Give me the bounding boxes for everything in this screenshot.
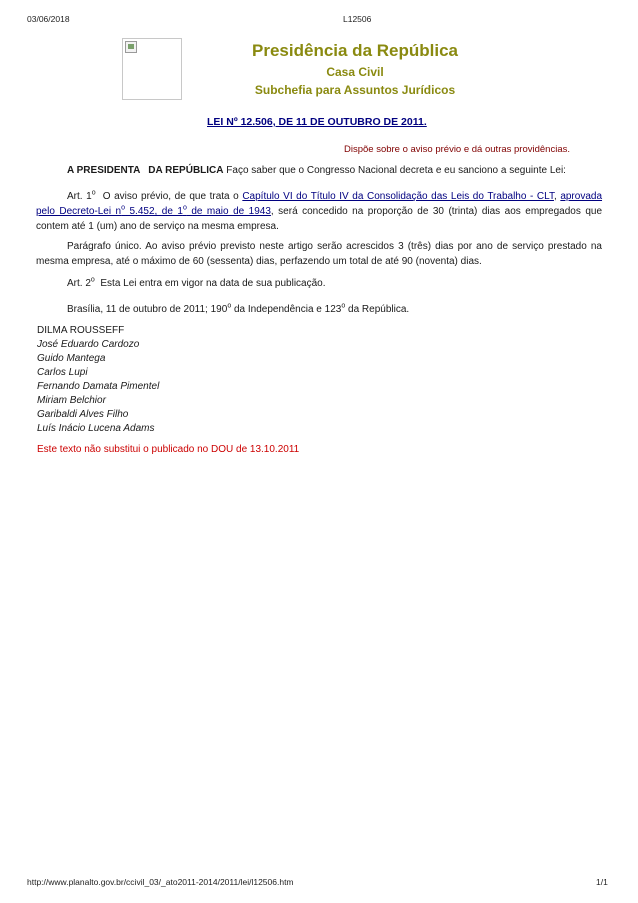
print-date: 03/06/2018 [27, 14, 70, 24]
article-2 [36, 276, 602, 291]
decreto-text-a: aprovada pelo Decreto-Lei n [36, 191, 603, 217]
art1-sup: o [91, 189, 96, 197]
signature-minister: José Eduardo Cardozo [37, 339, 140, 350]
decreto-sup-1: o [121, 204, 126, 212]
broken-image-icon [125, 41, 137, 53]
article-1 [36, 189, 602, 234]
art2-label: Art. 2 [67, 278, 91, 289]
closing-sup-1: o [227, 302, 232, 310]
signature-minister: Garibaldi Alves Filho [37, 409, 129, 420]
art1-text-a: O aviso prévio, de que trata o [95, 191, 243, 202]
signature-president: DILMA ROUSSEFF [37, 325, 125, 336]
closing-sup-2: o [341, 302, 346, 310]
preamble-text: Faço saber que o Congresso Nacional decreta e eu sanciono a seguinte Lei: [223, 165, 566, 176]
clt-link[interactable]: Capítulo VI do Título IV da Consolidação das Leis do Trabalho - CLT [242, 191, 554, 202]
closing-text-a: Brasília, 11 de outubro de 2011; 190 [67, 304, 228, 315]
art2-text: Esta Lei entra em vigor na data de sua publicação. [94, 278, 326, 289]
signature-minister: Guido Mantega [37, 353, 106, 364]
decreto-text-c: de maio de 1943 [186, 206, 271, 217]
print-url: http://www.planalto.gov.br/ccivil_03/_ato2011-2014/2011/lei/l12506.htm [27, 877, 294, 887]
signature-minister: Carlos Lupi [37, 367, 88, 378]
header-title: Presidência da República [252, 41, 458, 60]
art1-comma: , [553, 191, 561, 202]
decreto-text-b: 5.452, de 1 [125, 206, 183, 217]
signature-minister-last-wrap: Luís Inácio Lucena Adams [37, 423, 155, 434]
art1-label: Art. 1 [67, 191, 92, 202]
header-subtitle-2: Subchefia para Assuntos Jurídicos [254, 83, 456, 97]
coat-of-arms-image [122, 38, 182, 100]
closing-line [36, 302, 602, 317]
preamble [36, 163, 602, 178]
art2-sup: o [90, 276, 95, 284]
closing-text-b: da Independência e 123 [231, 304, 342, 315]
closing-text-c: da República. [345, 304, 410, 315]
signature-minister: Miriam Belchior [37, 395, 106, 406]
paragraph-unico: Parágrafo único. Ao aviso prévio previsto neste artigo serão acrescidos 3 (três) dias por ano de serviço prestado na mesma empresa, até o máximo de 60 (sessenta) dias, perfazendo um total de até 90 (noventa) dias. [36, 241, 602, 267]
decreto-sup-2: o [182, 204, 187, 212]
header-subtitle: Casa Civil [326, 65, 384, 79]
print-page-title: L12506 [343, 14, 372, 24]
print-page-count: 1/1 [596, 877, 608, 887]
art1-text-b: , será concedido na proporção de 30 (trinta) dias aos empregados que contem até 1 (um) ano de serviço na mesma empresa. [36, 206, 603, 232]
disclaimer-note: Este texto não substitui o publicado no DOU de 13.10.2011 [37, 444, 300, 455]
signature-minister: Fernando Damata Pimentel [37, 381, 160, 392]
law-title-link[interactable]: LEI Nº 12.506, DE 11 DE OUTUBRO DE 2011. [207, 116, 427, 128]
preamble-bold: A PRESIDENTA DA REPÚBLICA [67, 165, 224, 176]
law-ementa: Dispõe sobre o aviso prévio e dá outras providências. [343, 144, 570, 155]
